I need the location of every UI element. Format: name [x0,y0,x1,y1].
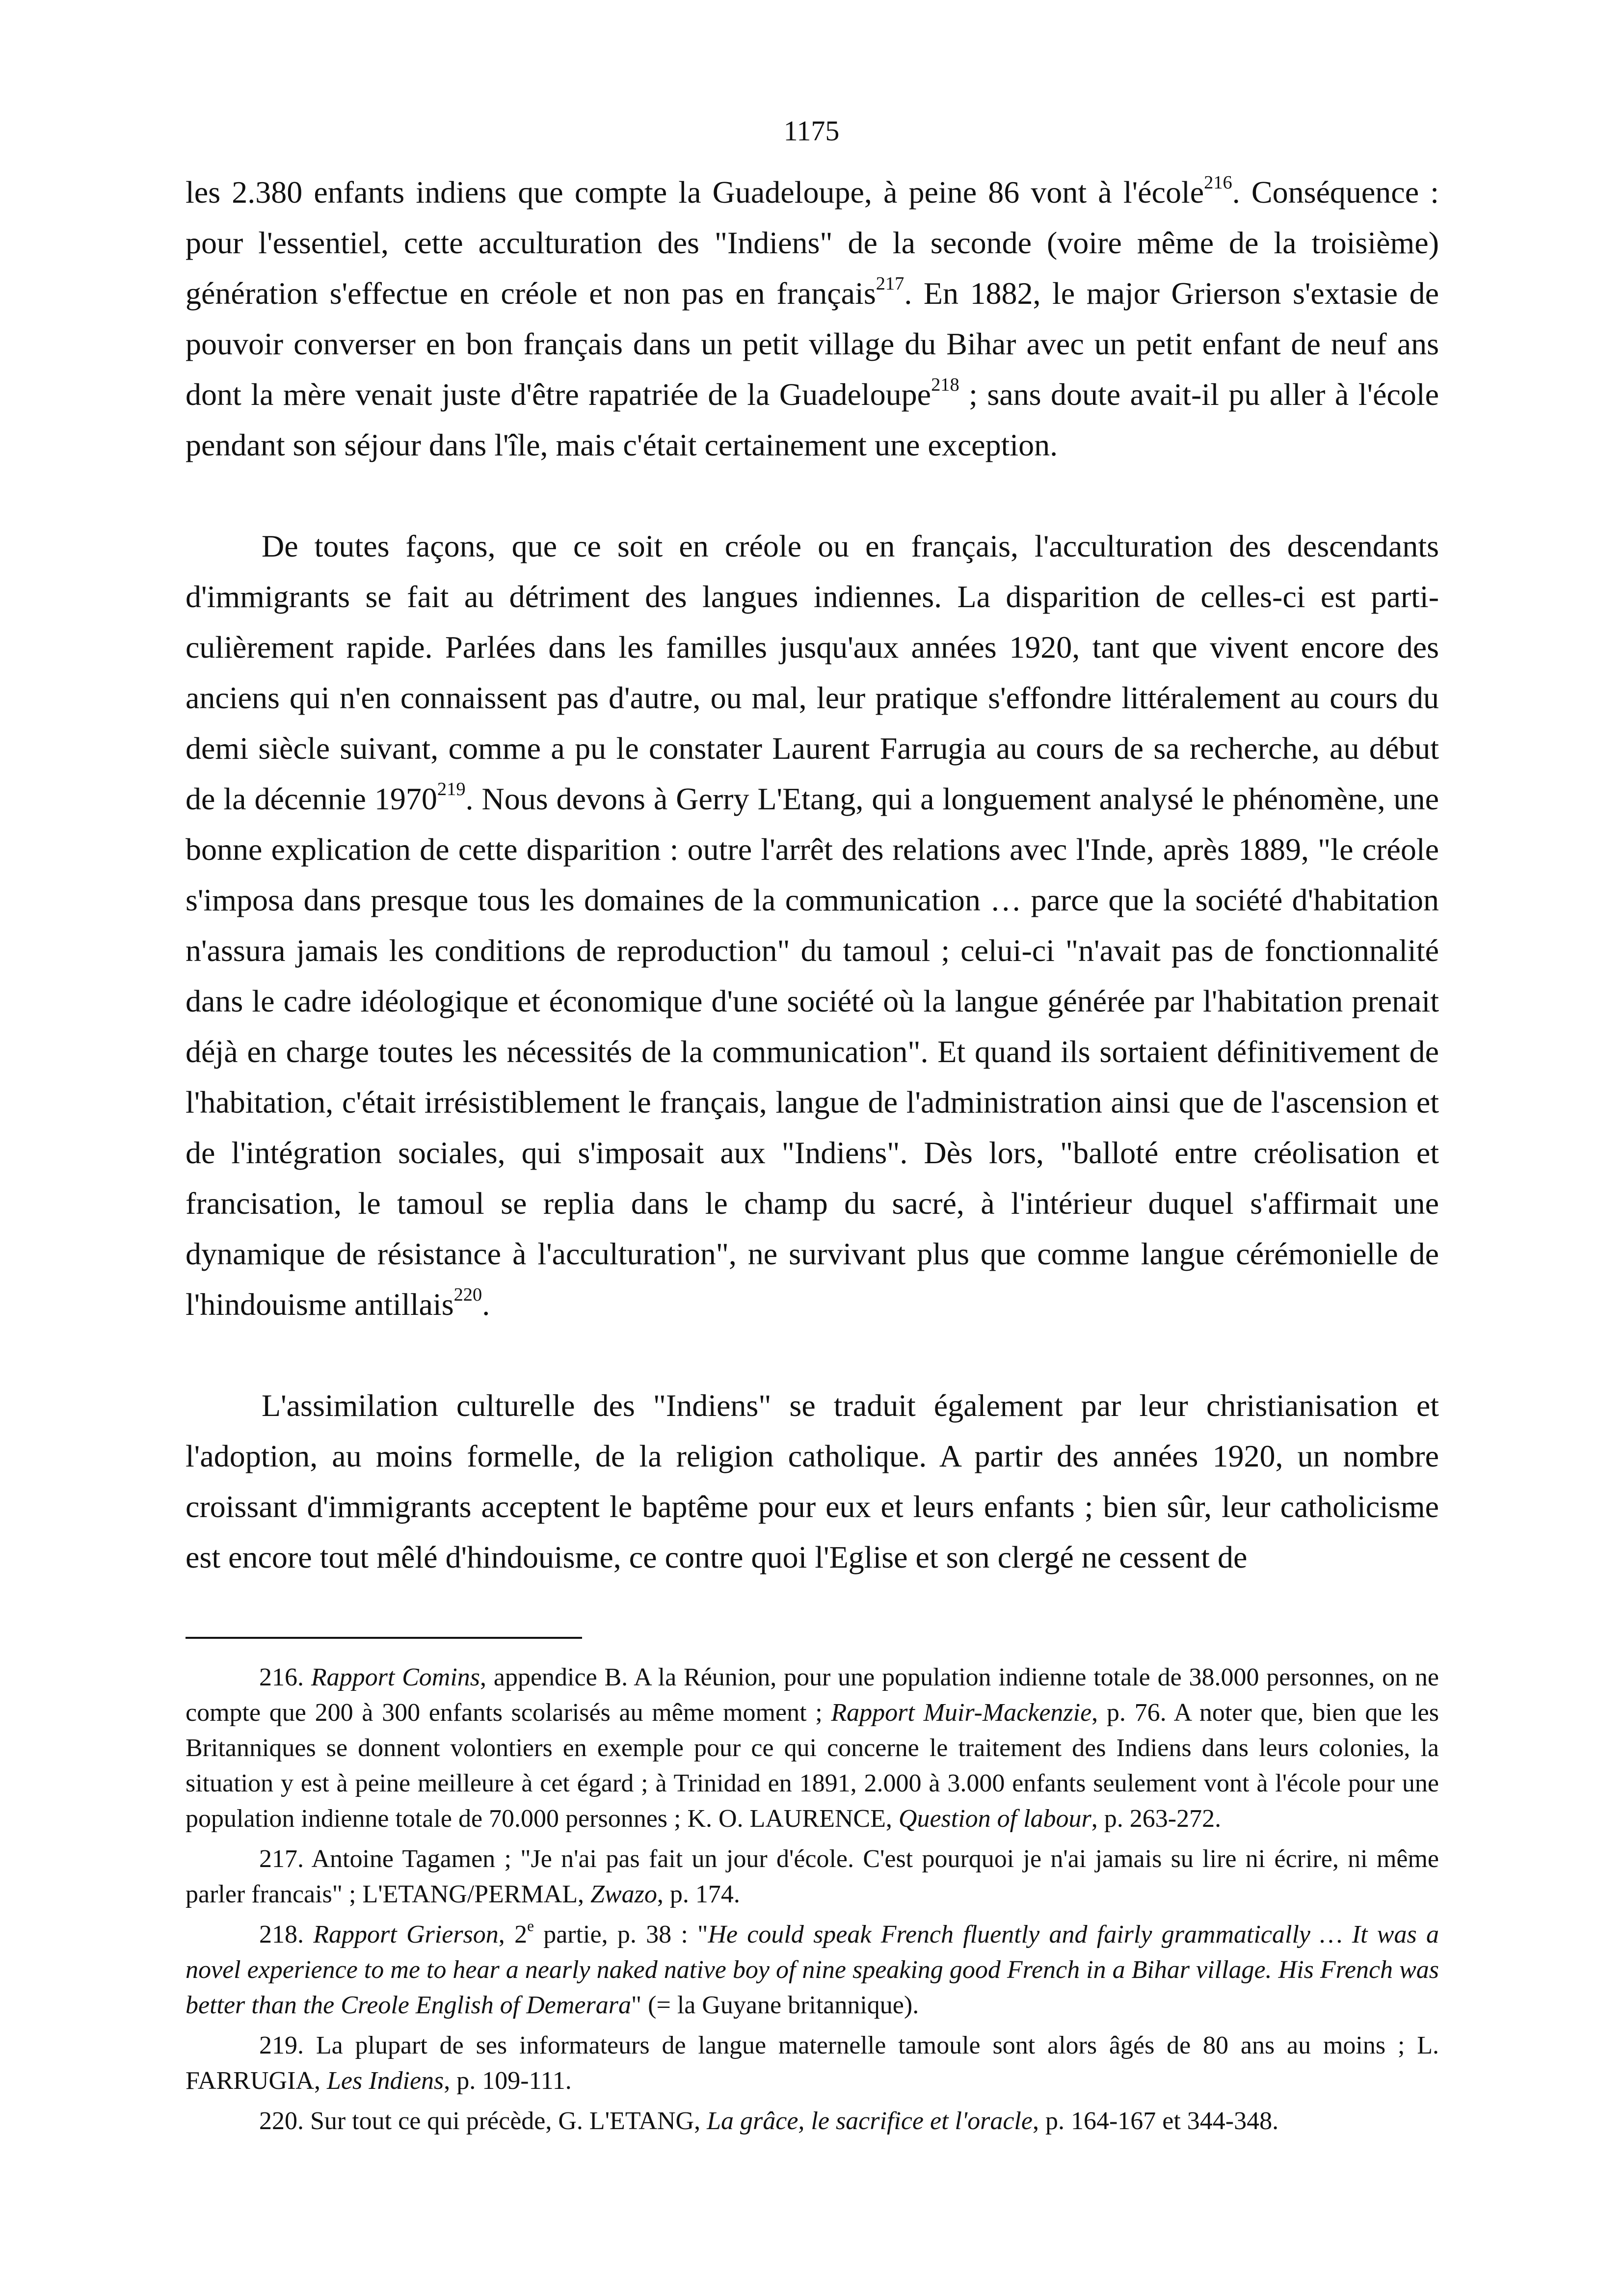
footnote-text: " (= la Guyane britannique). [631,1991,919,2019]
footnote-citation-title: La grâce, le sacrifice et l'oracle [707,2107,1033,2135]
paragraph-1-text-b: . Conséquence : pour l'essentiel, cette acculturation des "Indiens" de la seconde (voire même de la troisième) génération s'effectue en créole et non pas en français [186,175,1439,311]
footnote-text: , p. 164-167 et 344-348. [1032,2107,1279,2135]
footnote-218 [186,1917,1439,2023]
footnote-superscript: e [527,1917,534,1935]
footnote-220 [186,2104,1439,2139]
footnote-217 [186,1842,1439,1912]
footnote-number: 219. [259,2031,316,2059]
footnote-text: Antoine Tagamen ; "Je n'ai pas fait un jour d'école. C'est pourquoi je n'ai jamais su lire ni écrire, ni même parler francais" ; L'ETANG/PERMAL, [186,1845,1439,1908]
paragraph-1-text-d: ; sans doute avait-il pu aller à l'école pendant son séjour dans l'île, mais c'était certainement une exception. [186,377,1439,462]
footnote-citation-title: Question of labour [898,1805,1091,1833]
paragraph-2-text-c: . [482,1287,490,1322]
footnote-citation-title: Rapport Muir-Mackenzie [831,1699,1092,1727]
footnote-text: , appendice B. A la Réunion, pour une population indienne totale de 38.000 personnes, on ne compte que 200 à 300 enfants scolarisés au même moment ; [186,1663,1439,1727]
footnote-number: 220. [259,2107,310,2135]
footnote-citation-title: Zwazo [590,1880,657,1908]
paragraph-1 [186,167,1439,470]
page-number: 1175 [783,115,840,147]
footnote-text: Sur tout ce qui précède, G. L'ETANG, [310,2107,707,2135]
paragraph-2-text-b: . Nous devons à Gerry L'Etang, qui a longuement analysé le phénomène, une bonne explication de cette disparition : outre l'arrêt des relations avec l'Inde, après 1889, "le créole s'imposa dans presque tous les domaines de la communication … parce que la société d'habitation n'assura jamais les conditions de reproduction" du tamoul ; celui-ci "n'avait pas de fonctionnalité dans le cadre idéologique et économique d'une société où la langue générée par l'habitation prenait déjà en charge toutes les nécessités de la communication". Et quand ils sortaient définitivement de l'habitation, c'était irrésistiblement le français, langue de l'administration ainsi que de l'ascension et de l'intégration sociales, qui s'imposait aux "Indiens". Dès lors, "balloté entre créolisation et francisation, le tamoul se replia dans le champ du sacré, à l'intérieur duquel s'affirmait une dynamique de résistance à l'acculturation", ne survivant plus que comme langue cérémonielle de l'hindouisme antillais [186,781,1439,1322]
footnote-text: , p. 76. A noter que, bien que les Britanniques se donnent volontiers en exemple pour ce qui concerne le traitement des Indiens dans leurs colonies, la situation y est à peine meilleure à cet égard ; à Trinidad en 1891, 2.000 à 3.000 enfants seulement vont à l'école pour une population indienne totale de 70.000 personnes ; K. O. LAURENCE, [186,1699,1439,1833]
footnote-219 [186,2028,1439,2099]
footnote-citation-title: Rapport Grierson [313,1921,499,1949]
footnote-quotation: He could speak French fluently and fairly grammatically … It was a novel experience to me to hear a nearly naked native boy of nine speaking good French in a Bihar village. His French was better than the Creole English of Demerara [186,1921,1439,2019]
footnote-citation-title: Les Indiens [326,2067,444,2095]
paragraph-1-text-a: les 2.380 enfants indiens que compte la Guadeloupe, à peine 86 vont à l'école [186,175,1204,210]
footnote-text: partie, p. 38 : " [533,1921,708,1949]
footnote-text: La plupart de ses informateurs de langue maternelle tamoule sont alors âgés de 80 ans au moins ; L. FARRUGIA, [186,2031,1439,2095]
footnote-216 [186,1660,1439,1837]
footnotes [186,1660,1439,2144]
footnote-text: , p. 174. [657,1880,740,1908]
paragraph-2 [186,521,1439,1330]
footnote-number: 217. [259,1845,312,1873]
footnote-ref-217: 217 [876,273,905,294]
footnote-number: 216. [259,1663,311,1691]
footnote-text: , p. 263-272. [1091,1805,1222,1833]
footnote-citation-title: Rapport Comins [311,1663,480,1691]
footnote-ref-219: 219 [437,779,466,800]
footnote-text: , p. 109-111. [444,2067,572,2095]
main-text [186,167,1439,1582]
footnote-ref-220: 220 [453,1284,482,1306]
footnote-ref-216: 216 [1204,172,1232,193]
paragraph-2-text-a: De toutes façons, que ce soit en créole ou en français, l'acculturation des descendants d'immigrants se fait au détriment des langues indiennes. La disparition de celles-ci est particulièrement rapide. Parlées dans les familles jusqu'aux années 1920, tant que vivent encore des anciens qui n'en connaissent pas d'autre, ou mal, leur pratique s'effondre littéralement au cours du demi siècle suivant, comme a pu le constater Laurent Farrugia au cours de sa recherche, au début de la décennie 1970 [186,529,1439,816]
paragraph-3 [186,1380,1439,1582]
paragraph-3-text: L'assimilation culturelle des "Indiens" se traduit également par leur christianisation et l'adoption, au moins formelle, de la religion catholique. A partir des années 1920, un nombre croissant d'immigrants acceptent le baptême pour eux et leurs enfants ; bien sûr, leur catholicisme est encore tout mêlé d'hindouisme, ce contre quoi l'Eglise et son clergé ne cessent de [186,1388,1439,1575]
footnote-number: 218. [259,1921,314,1949]
footnote-ref-218: 218 [931,374,959,396]
paragraph-1-text-c: . En 1882, le major Grierson s'extasie de pouvoir converser en bon français dans un petit village du Bihar avec un petit enfant de neuf ans dont la mère venait juste d'être rapatriée de la Guadeloupe [186,276,1439,412]
footnote-separator [186,1637,582,1639]
footnote-text: , 2 [498,1921,528,1949]
